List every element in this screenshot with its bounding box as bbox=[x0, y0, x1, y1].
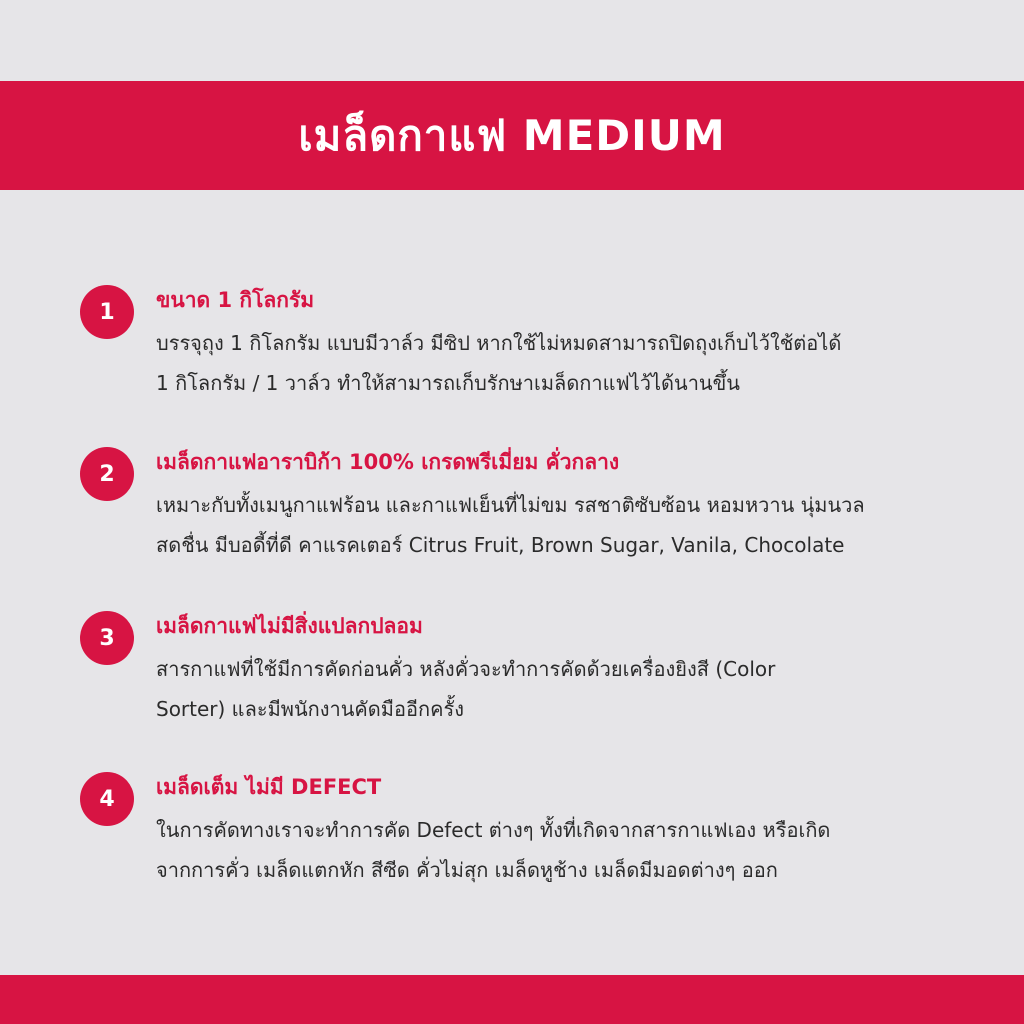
feature-description bbox=[156, 485, 996, 565]
description-line: สดชื่น มีบอดี้ที่ดี คาแรคเตอร์ Citrus Fruit, Brown Sugar, Vanila, Chocolate bbox=[156, 533, 845, 557]
feature-title: เมล็ดกาแฟไม่มีสิ่งแปลกปลอม bbox=[156, 614, 423, 638]
description-line: จากการคั่ว เมล็ดแตกหัก สีซีด คั่วไม่สุก เมล็ดหูช้าง เมล็ดมีมอดต่างๆ ออก bbox=[156, 858, 778, 882]
feature-title: เมล็ดเต็ม ไม่มี DEFECT bbox=[156, 775, 382, 799]
description-line: ในการคัดทางเราจะทำการคัด Defect ต่างๆ ทั้งที่เกิดจากสารกาแฟเอง หรือเกิด bbox=[156, 818, 831, 842]
number-badge: 4 bbox=[80, 772, 134, 826]
footer-bar bbox=[0, 975, 1024, 1024]
page-title: เมล็ดกาแฟ MEDIUM bbox=[298, 110, 726, 160]
description-line: 1 กิโลกรัม / 1 วาล์ว ทำให้สามารถเก็บรักษาเมล็ดกาแฟไว้ได้นานขึ้น bbox=[156, 371, 740, 395]
feature-title: เมล็ดกาแฟอาราบิก้า 100% เกรดพรีเมี่ยม คั่วกลาง bbox=[156, 450, 620, 474]
number-badge: 1 bbox=[80, 285, 134, 339]
feature-title: ขนาด 1 กิโลกรัม bbox=[156, 288, 315, 312]
description-line: เหมาะกับทั้งเมนูกาแฟร้อน และกาแฟเย็นที่ไม่ขม รสชาติซับซ้อน หอมหวาน นุ่มนวล bbox=[156, 493, 865, 517]
description-line: Sorter) และมีพนักงานคัดมืออีกครั้ง bbox=[156, 697, 464, 721]
feature-description bbox=[156, 649, 996, 729]
number-badge: 2 bbox=[80, 447, 134, 501]
feature-description bbox=[156, 323, 996, 403]
title-banner bbox=[0, 81, 1024, 190]
feature-description bbox=[156, 810, 996, 890]
description-line: สารกาแฟที่ใช้มีการคัดก่อนคั่ว หลังคั่วจะทำการคัดด้วยเครื่องยิงสี (Color bbox=[156, 657, 776, 681]
description-line: บรรจุถุง 1 กิโลกรัม แบบมีวาล์ว มีซิป หากใช้ไม่หมดสามารถปิดถุงเก็บไว้ใช้ต่อได้ bbox=[156, 331, 842, 355]
number-badge: 3 bbox=[80, 611, 134, 665]
